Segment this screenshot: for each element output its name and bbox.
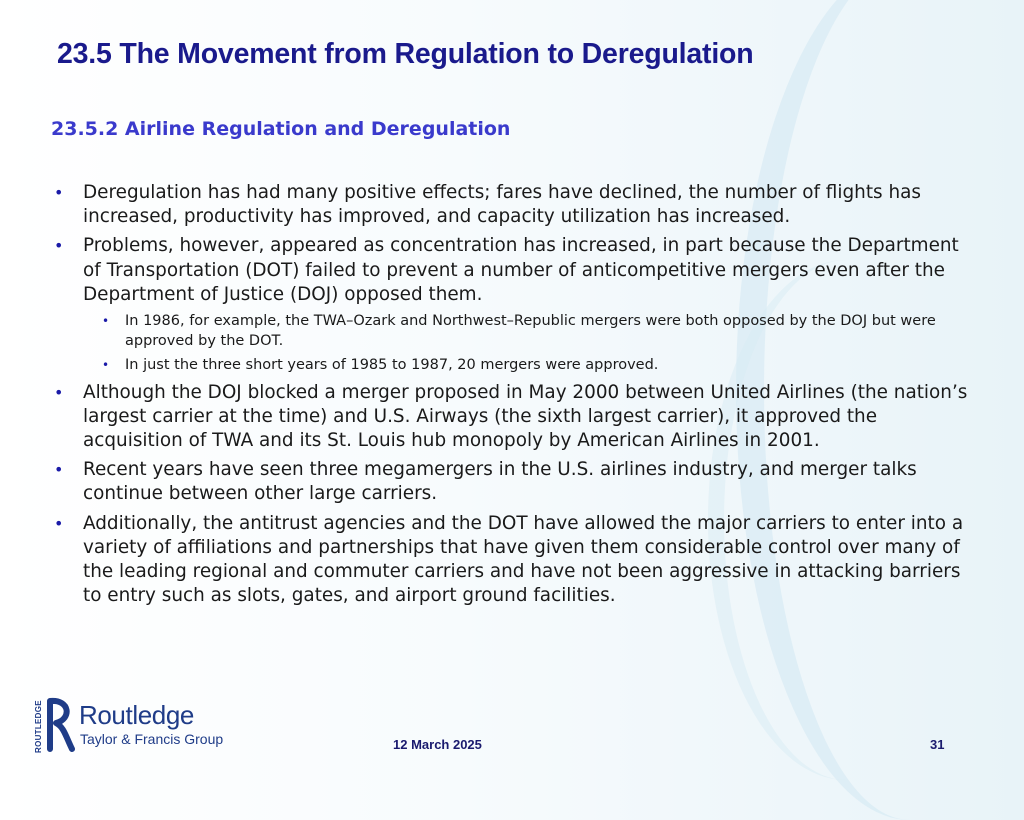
list-item	[52, 181, 982, 229]
bullet-text: Although the DOJ blocked a merger proposed in May 2000 between United Airlines (the nation’s largest carrier at the time) and U.S. Airways (the sixth largest carrier), it approved the acquisition of TWA and its St. Louis hub monopoly by American Airlines in 2001.	[83, 381, 968, 451]
routledge-logo	[34, 697, 234, 753]
page-number: 31	[930, 737, 945, 752]
bullet-icon: •	[54, 382, 64, 402]
bullet-text: Additionally, the antitrust agencies and the DOT have allowed the major carriers to enter into a variety of affiliations and partnerships that have given them considerable control over many of the leading regional and commuter carriers and have not been aggressive in attacking barriers to entry such as slots, gates, and airport ground facilities.	[83, 512, 964, 607]
list-item	[52, 458, 982, 506]
logo-tagline: Taylor & Francis Group	[80, 731, 224, 747]
slide-subtitle: 23.5.2 Airline Regulation and Deregulation	[51, 118, 511, 140]
slide-title: 23.5 The Movement from Regulation to Deregulation	[57, 38, 754, 70]
logo-name: Routledge	[79, 700, 194, 730]
bullet-list	[52, 181, 982, 613]
footer-date: 12 March 2025	[393, 737, 482, 752]
bullet-icon: •	[102, 358, 110, 373]
logo-vertical-text: ROUTLEDGE	[34, 700, 43, 753]
bullet-icon: •	[54, 513, 64, 533]
list-item	[52, 381, 982, 454]
bullet-icon: •	[102, 314, 110, 329]
bullet-icon: •	[54, 236, 64, 256]
bullet-text: Recent years have seen three megamergers in the U.S. airlines industry, and merger talks continue between other large carriers.	[83, 459, 917, 505]
routledge-r-icon	[46, 697, 76, 753]
list-item	[52, 234, 982, 307]
bullet-icon: •	[54, 460, 64, 480]
bullet-text: Problems, however, appeared as concentration has increased, in part because the Department of Transportation (DOT) failed to prevent a number of anticompetitive mergers even after the Department of Justice (DOJ) opposed them.	[83, 235, 959, 305]
sub-list-item	[94, 356, 982, 376]
bullet-text: Deregulation has had many positive effects; fares have declined, the number of flights has increased, productivity has improved, and capacity utilization has increased.	[83, 182, 921, 228]
sub-bullet-text: In just the three short years of 1985 to 1987, 20 mergers were approved.	[125, 357, 659, 374]
sub-bullet-text: In 1986, for example, the TWA–Ozark and Northwest–Republic mergers were both opposed by the DOJ but were approved by the DOT.	[125, 313, 936, 349]
sub-list-item	[94, 312, 982, 351]
list-item	[52, 512, 982, 609]
bullet-icon: •	[54, 183, 64, 202]
